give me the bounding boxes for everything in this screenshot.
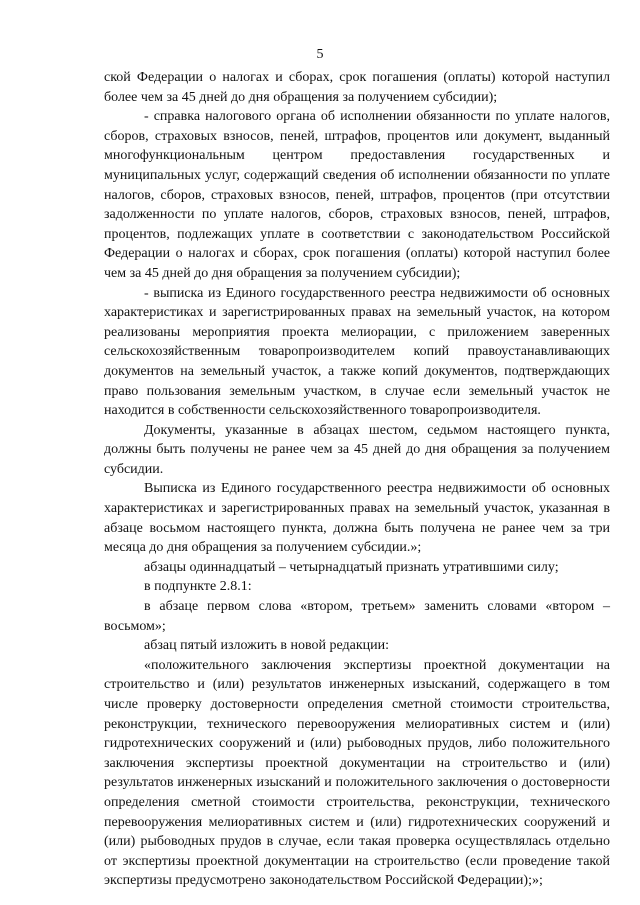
paragraph: ской Федерации о налогах и сборах, срок погашения (оплаты) которой наступил более чем за 45 дней до дня обращения за получением субсидии); [104, 70, 610, 105]
document-body [104, 68, 610, 891]
paragraph: абзацы одиннадцатый – четырнадцатый признать утратившими силу; [144, 559, 559, 575]
paragraph: Документы, указанные в абзацах шестом, седьмом настоящего пункта, должны быть получены не ранее чем за 45 дней до дня обращения за получением субсидии. [104, 422, 610, 477]
paragraph: в абзаце первом слова «втором, третьем» заменить словами «втором – восьмом»; [104, 599, 610, 634]
paragraph: «положительного заключения экспертизы проектной документации на строительство и (или) результатов инженерных изысканий, содержащего в том числе проверку достоверности определения сметной стоимости строительства, реконструкции, технического перевооружения мелиоративных систем и (или) гидротехнических сооружений и (или) рыбоводных прудов, либо положительного заключения экспертизы проектной документации на строительство и (или) результатов инженерных изысканий и положительного заключения о достоверности определения сметной стоимости строительства, реконструкции, технического перевооружения мелиоративных систем и (или) гидротехнических сооружений и (или) рыбоводных прудов в случае, если такая проверка осуществлялась отдельно от экспертизы проектной документации на строительство (если проведение такой экспертизы предусмотрено законодательством Российской Федерации);»; [104, 657, 610, 889]
page-number: 5 [316, 47, 324, 62]
paragraph: в подпункте 2.8.1: [144, 579, 252, 595]
paragraph: абзац пятый изложить в новой редакции: [144, 638, 389, 654]
paragraph: Выписка из Единого государственного реестра недвижимости об основных характеристиках и зарегистрированных правах на земельный участок, указанная в абзаце восьмом настоящего пункта, должна быть получена не ранее чем за три месяца до дня обращения за получением субсидии.»; [104, 481, 610, 556]
paragraph: - выписка из Единого государственного реестра недвижимости об основных характеристиках и зарегистрированных правах на земельный участок, на котором реализованы мероприятия проекта мелиорации, с приложением заверенных сельскохозяйственным товаропроизводителем копий правоустанавливающих документов на земельный участок, а также копий документов, подтверждающих право пользования земельным участком, в случае если земельный участок не находится в собственности сельскохозяйственного товаропроизводителя. [104, 285, 610, 419]
paragraph: - справка налогового органа об исполнении обязанности по уплате налогов, сборов, страховых взносов, пеней, штрафов, процентов или документ, выданный многофункциональным центром предоставления государственных и муниципальных услуг, содержащий сведения об исполнении обязанности по уплате налогов, сборов, страховых взносов, пеней, штрафов, процентов (при отсутствии задолженности по уплате налогов, сборов, страховых взносов, пеней, штрафов, процентов, подлежащих уплате в соответствии с законодательством Российской Федерации о налогах и сборах, срок погашения (оплаты) которой наступил более чем за 45 дней до дня обращения за получением субсидии); [104, 109, 610, 281]
